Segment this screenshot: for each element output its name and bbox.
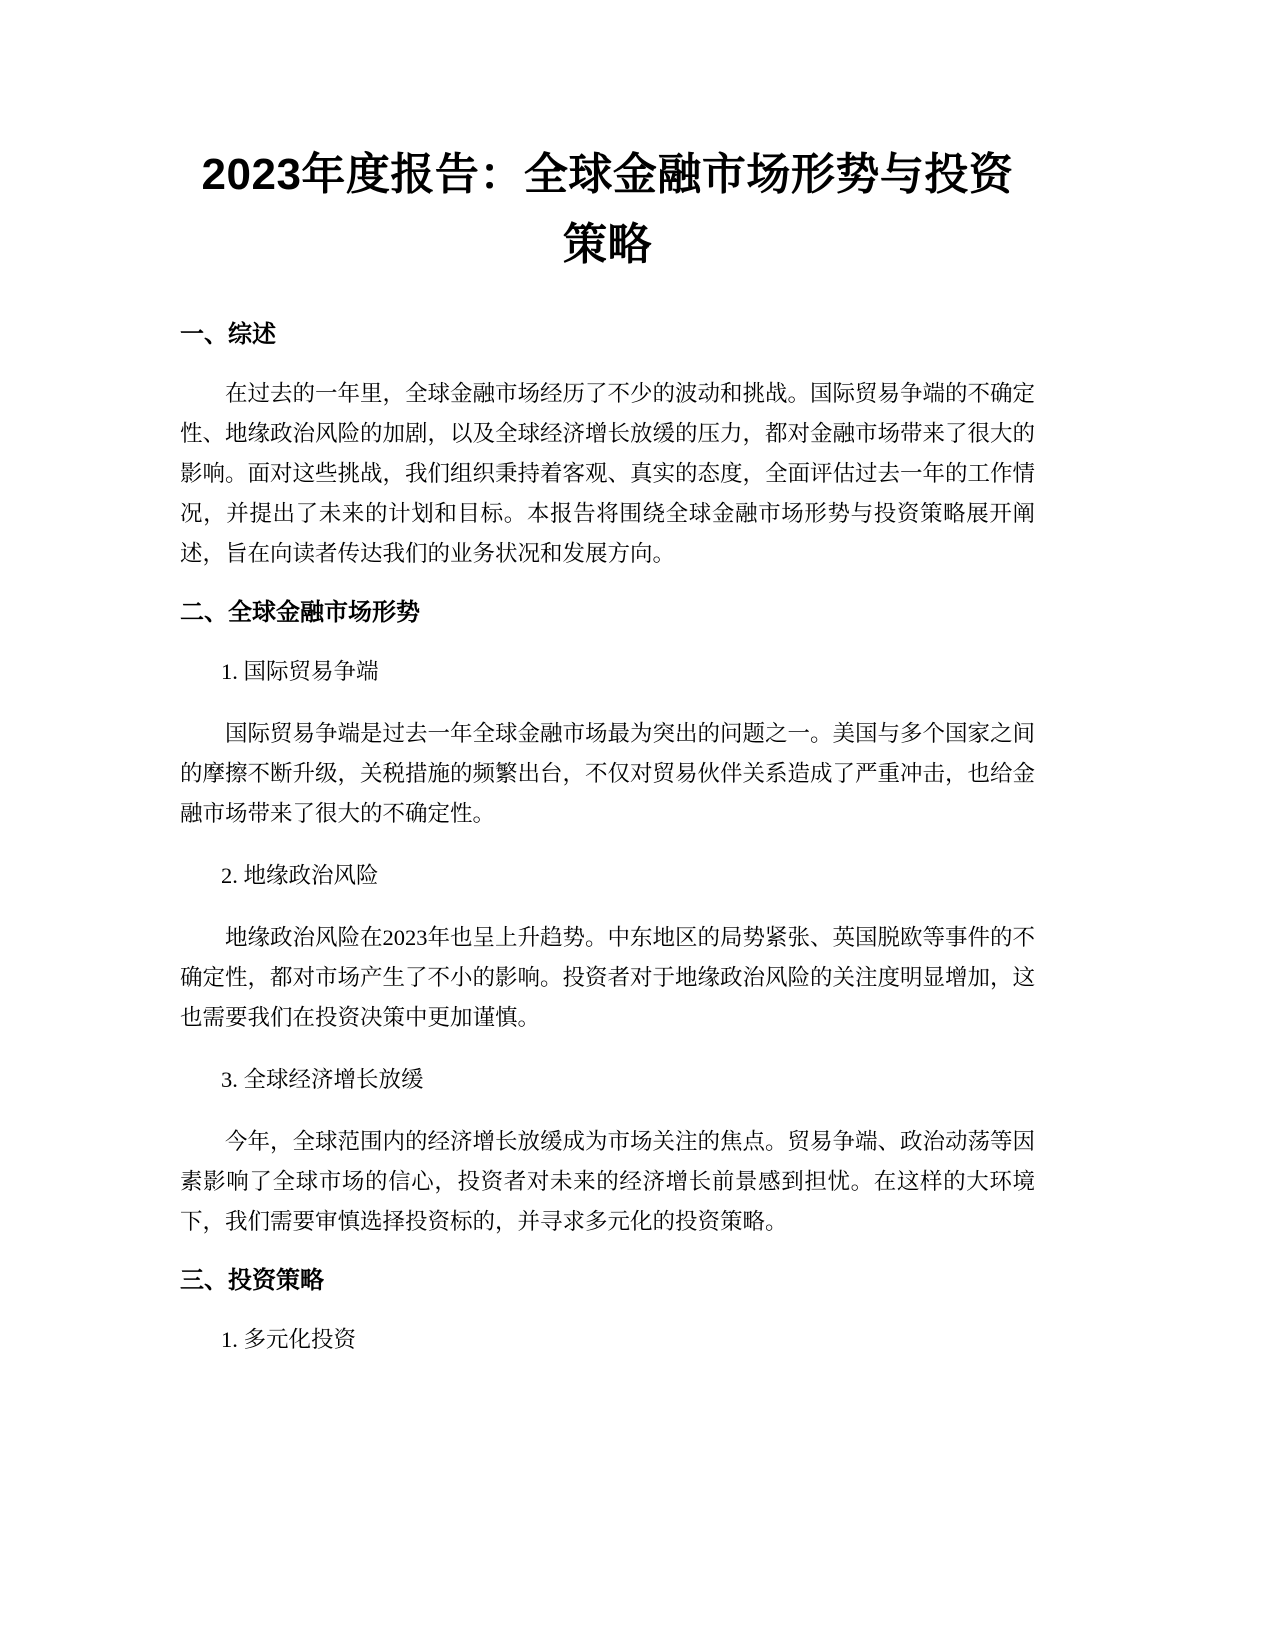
geopolitical-risk-paragraph: 地缘政治风险在2023年也呈上升趋势。中东地区的局势紧张、英国脱欧等事件的不确定性，都对市场产生了不小的影响。投资者对于地缘政治风险的关注度明显增加，这也需要我们在投资决策中更加谨慎。	[180, 925, 1036, 1030]
trade-disputes-paragraph: 国际贸易争端是过去一年全球金融市场最为突出的问题之一。美国与多个国家之间的摩擦不断升级，关税措施的频繁出台，不仅对贸易伙伴关系造成了严重冲击，也给金融市场带来了很大的不确定性。	[180, 721, 1036, 826]
subheading-geopolitical-risk: 2. 地缘政治风险	[221, 863, 379, 888]
overview-paragraph: 在过去的一年里，全球金融市场经历了不少的波动和挑战。国际贸易争端的不确定性、地缘政治风险的加剧，以及全球经济增长放缓的压力，都对金融市场带来了很大的影响。面对这些挑战，我们组织秉持着客观、真实的态度，全面评估过去一年的工作情况，并提出了未来的计划和目标。本报告将围绕全球金融市场形势与投资策略展开阐述，旨在向读者传达我们的业务状况和发展方向。	[180, 381, 1036, 566]
economic-slowdown-paragraph: 今年，全球范围内的经济增长放缓成为市场关注的焦点。贸易争端、政治动荡等因素影响了全球市场的信心，投资者对未来的经济增长前景感到担忧。在这样的大环境下，我们需要审慎选择投资标的，并寻求多元化的投资策略。	[180, 1129, 1036, 1234]
document-page	[180, 140, 1035, 1382]
section-heading-investment-strategy: 三、投资策略	[180, 1267, 324, 1294]
subheading-diversified-investment: 1. 多元化投资	[221, 1327, 357, 1352]
section-heading-overview: 一、综述	[180, 321, 276, 348]
section-heading-market-situation: 二、全球金融市场形势	[180, 599, 420, 626]
subheading-trade-disputes: 1. 国际贸易争端	[221, 659, 379, 684]
document-title: 2023年度报告：全球金融市场形势与投资策略	[201, 150, 1014, 269]
subheading-economic-slowdown: 3. 全球经济增长放缓	[221, 1067, 424, 1092]
